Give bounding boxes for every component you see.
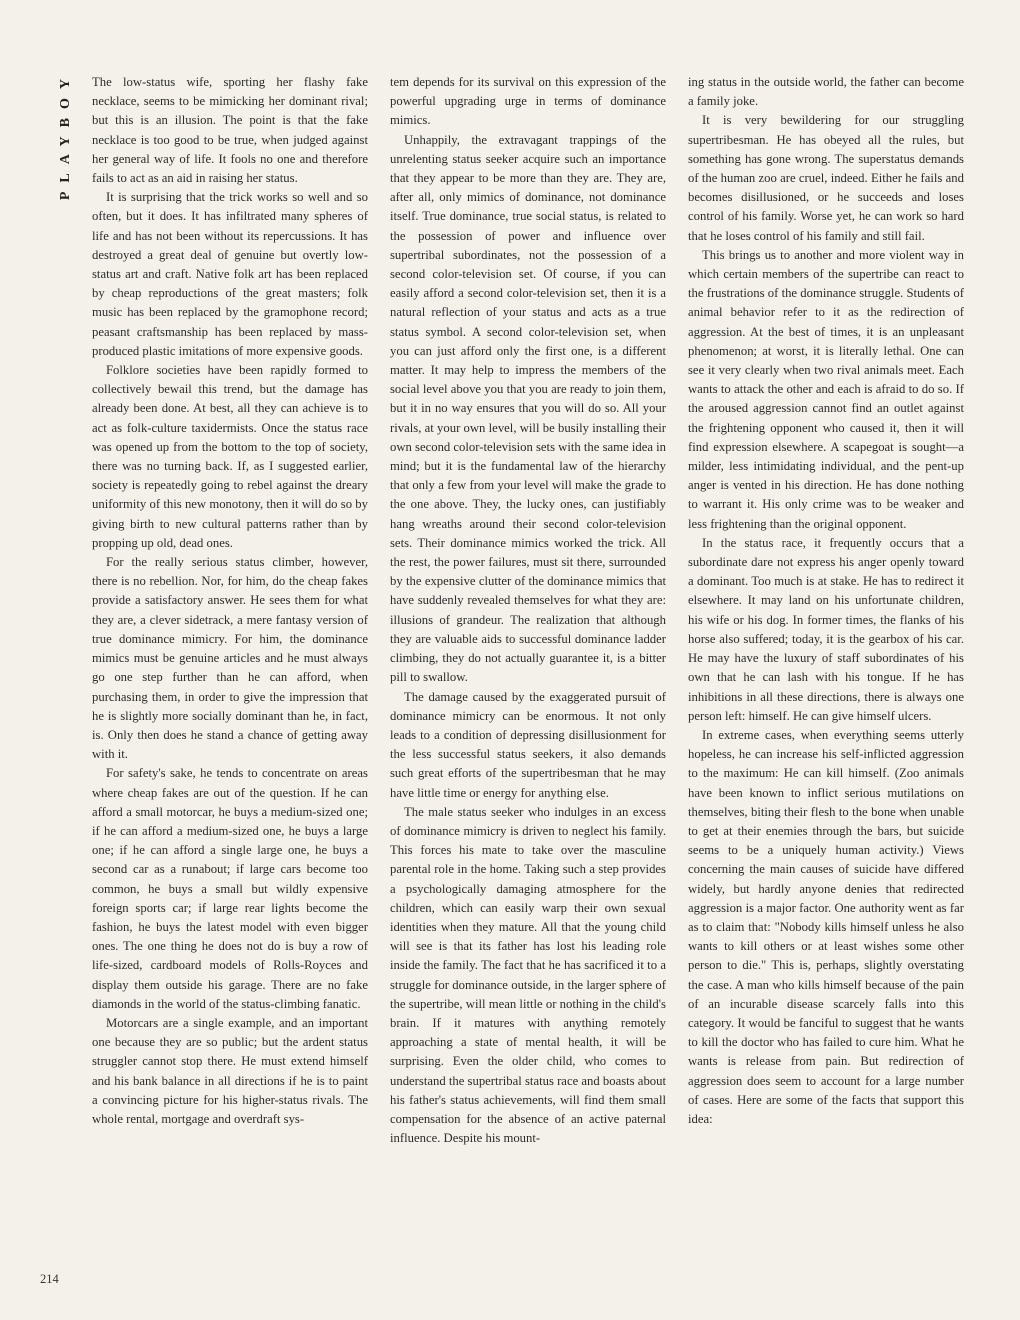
- paragraph: This brings us to another and more violent way in which certain members of the supertribe can react to the frustrations of the dominance struggle. Students of animal behavior refer to it as the redirection of aggression. At the best of times, it is an unpleasant phenomenon; at worst, it is literally lethal. One can see it very clearly when two rival animals meet. Each wants to attack the other and each is afraid to do so. If the aroused aggression cannot find an outlet against the frightening opponent who caused it, then it will find expression elsewhere. A scapegoat is sought—a milder, less intimidating individual, and the pent-up anger is vented in his direction. He has done nothing to warrant it. His only crime was to be weaker and less frightening than the original opponent.: [688, 247, 964, 531]
- column-3: [688, 73, 964, 1303]
- article-body: [92, 73, 964, 1303]
- paragraph: tem depends for its survival on this expression of the powerful upgrading urge in terms of dominance mimics.: [390, 75, 666, 128]
- paragraph: It is very bewildering for our struggling supertribesman. He has obeyed all the rules, but something has gone wrong. The superstatus demands of the human zoo are cruel, indeed. Either he fails and becomes disillusioned, or he succeeds and loses control of his family. Worse yet, he can work so hard that he loses control of his family and still fail.: [688, 113, 964, 243]
- paragraph: Unhappily, the extravagant trappings of the unrelenting status seeker acquire such an importance that they appear to be more than they are. They are, after all, only mimics of dominance, not dominance itself. True dominance, true social status, is related to the possession of power and influence over supertribal subordinates, not the possession of a second color-television set. Of course, if you can easily afford a second color-television set, then it is a natural reflection of your status and acts as a true status symbol. A second color-television set, when you can just afford only the first one, is a different matter. It may help to impress the members of the social level above you that you are ready to join them, but it in no way ensures that you will do so. All your rivals, at your own level, will be busily installing their own second color-television sets with the same idea in mind; but it is the fundamental law of the hierarchy that only a few from your level will make the grade to the one above. They, the lucky ones, can justifiably hang wreaths around their second color-television sets. Their dominance mimics worked the trick. All the rest, the power failures, must sit there, surrounded by the expensive clutter of the dominance mimics that have suddenly revealed themselves for what they are: illusions of grandeur. The realization that although they are valuable aids to successful dominance ladder climbing, they do not actually guarantee it, is a bitter pill to swallow.: [390, 132, 666, 685]
- paragraph: For the really serious status climber, however, there is no rebellion. Nor, for him, do the cheap fakes provide a satisfactory answer. He sees them for what they are, a clever sidetrack, a mere fantasy version of true dominance mimicry. For him, the dominance mimics must be genuine articles and he must always go one step further than he can afford, when purchasing them, in order to give the impression that he is slightly more socially dominant than he, in fact, is. Only then does he stand a chance of getting away with it.: [92, 555, 368, 762]
- paragraph: The male status seeker who indulges in an excess of dominance mimicry is driven to neglect his family. This forces his mate to take over the masculine parental role in the home. Taking such a step provides a psychologically damaging atmosphere for the children, which can easily warp their own sexual identities when they mature. All that the young child will see is that its father has lost his leading role inside the family. The fact that he has sacrificed it to a struggle for dominance outside, in the larger sphere of the supertribe, will mean little or nothing in the child's brain. If it matures with anything remotely approaching a state of mental health, it will be surprising. Even the older child, who comes to understand the supertribal status race and boasts about his father's status achievements, will find them small compensation for the absence of an active paternal influence. Despite his mount-: [390, 804, 666, 1146]
- paragraph: Folklore societies have been rapidly formed to collectively bewail this trend, but the damage has already been done. At best, all they can achieve is to act as folk-culture taxidermists. Once the status race was opened up from the bottom to the top of society, there was no turning back. If, as I suggested earlier, society is repeatedly going to rebel against the dreary uniformity of this new monotony, then it will do so by giving birth to new cultural patterns rather than by propping up old, dead ones.: [92, 363, 368, 550]
- magazine-folio: PLAYBOY: [58, 70, 73, 201]
- paragraph: For safety's sake, he tends to concentrate on areas where cheap fakes are out of the question. If he can afford a small motorcar, he buys a medium-sized one; if he can afford a medium-sized one, he buys a large one; if he can afford a single large one, he buys a second car as a runabout; if large cars become too common, he buys a small but wildly expensive foreign sports car; if large rear lights become the fashion, he buys the latest model with even bigger ones. The one thing he does not do is buy a row of life-sized, cardboard models of Rolls-Royces and display them outside his garage. There are no fake diamonds in the world of the status-climbing fanatic.: [92, 766, 368, 1011]
- paragraph: The low-status wife, sporting her flashy fake necklace, seems to be mimicking her dominant rival; but this is an illusion. The point is that the fake necklace is too good to be true, when judged against her general way of life. It fools no one and therefore fails to act as an aid in raising her status.: [92, 75, 368, 186]
- paragraph: In extreme cases, when everything seems utterly hopeless, he can increase his self-inflicted aggression to the maximum: He can kill himself. (Zoo animals have been known to inflict serious mutilations on themselves, biting their flesh to the bone when unable to get at their enemies through the bars, but suicide seems to be a uniquely human activity.) Views concerning the main causes of suicide have differed widely, but hardly anyone denies that redirected aggression is a major factor. One authority went as far as to claim that: "Nobody kills himself unless he also wants to kill others or at least wishes some other person to die." This is, perhaps, slightly overstating the case. A man who kills himself because of the pain of an incurable disease scarcely falls into this category. It would be fanciful to suggest that he wants to kill the doctor who has failed to cure him. What he wants is release from pain. But redirection of aggression does seem to account for a large number of cases. Here are some of the facts that support this idea:: [688, 727, 964, 1126]
- paragraph: The damage caused by the exaggerated pursuit of dominance mimicry can be enormous. It not only leads to a condition of depressing disillusionment for the less successful status seekers, it also demands such great efforts of the supertribesman that he may have little time or energy for anything else.: [390, 689, 666, 800]
- paragraph: It is surprising that the trick works so well and so often, but it does. It has infiltrated many spheres of life and has not been without its repercussions. It has destroyed a great deal of genuine but overtly low-status art and craft. Native folk art has been replaced by cheap reproductions of the great masters; folk music has been replaced by the gramophone record; peasant craftsmanship has been replaced by mass-produced plastic imitations of more expensive goods.: [92, 190, 368, 358]
- paragraph: Motorcars are a single example, and an important one because they are so public; but the ardent status struggler cannot stop there. He must extend himself and his bank balance in all directions if he is to paint a convincing picture for his higher-status rivals. The whole rental, mortgage and overdraft sys-: [92, 1015, 368, 1126]
- column-2: [390, 73, 666, 1303]
- paragraph: In the status race, it frequently occurs that a subordinate dare not express his anger openly toward a dominant. Too much is at stake. He has to redirect it elsewhere. It may land on his unfortunate children, his wife or his dog. In former times, the flanks of his horse also suffered; today, it is the gearbox of his car. He may have the luxury of staff subordinates of his own that he can lash with his tongue. If he has inhibitions in all these directions, there is always one person left: himself. He can give himself ulcers.: [688, 535, 964, 723]
- column-1: [92, 73, 368, 1303]
- paragraph: ing status in the outside world, the father can become a family joke.: [688, 75, 964, 109]
- page-number: 214: [40, 1272, 59, 1286]
